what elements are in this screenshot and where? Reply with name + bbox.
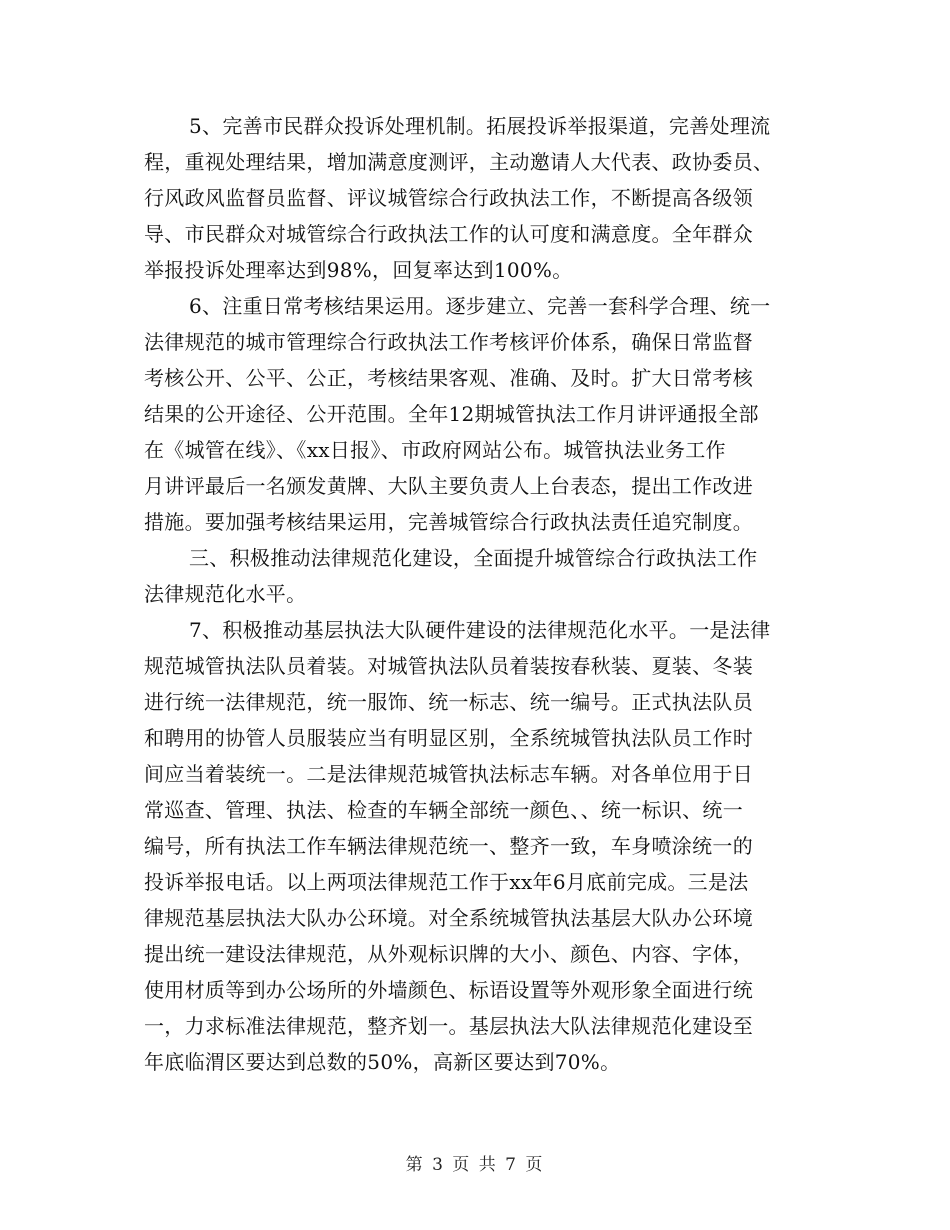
text-line: 和聘用的协管人员服装应当有明显区别，全系统城管执法队员工作时: [144, 726, 753, 750]
page-footer: 第 3 页 共 7 页: [405, 1155, 545, 1175]
paragraph-assessment-results: [144, 288, 809, 540]
text-line: 律规范基层执法大队办公环境。对全系统城管执法基层大队办公环境: [144, 906, 753, 930]
text-line: 在《城管在线》、《xx日报》、市政府网站公布。城管执法业务工作: [144, 438, 726, 462]
text-line: 编号，所有执法工作车辆法律规范统一、整齐一致，车身喷涂统一的: [144, 834, 753, 858]
text-line: 常巡查、管理、执法、检查的车辆全部统一颜色、、统一标识、统一: [144, 798, 743, 822]
text-line: 举报投诉处理率达到98%，回复率达到100%。: [144, 258, 573, 282]
text-line: 法律规范的城市管理综合行政执法工作考核评价体系，确保日常监督: [144, 330, 753, 354]
text-line: 7、积极推动基层执法大队硬件建设的法律规范化水平。一是法律: [189, 618, 771, 642]
text-line: 三、积极推动法律规范化建设，全面提升城管综合行政执法工作: [189, 546, 758, 570]
text-line: 导、市民群众对城管综合行政执法工作的认可度和满意度。全年群众: [144, 222, 753, 246]
text-line: 投诉举报电话。以上两项法律规范工作于xx年6月底前完成。三是法: [144, 870, 749, 894]
text-line: 法律规范化水平。: [144, 582, 307, 606]
text-line: 提出统一建设法律规范，从外观标识牌的大小、颜色、内容、字体，: [144, 942, 753, 966]
text-line: 程，重视处理结果，增加满意度测评，主动邀请人大代表、政协委员、: [144, 150, 774, 174]
paragraph-hardware-standardization: [144, 612, 809, 1080]
text-line: 5、完善市民群众投诉处理机制。拓展投诉举报渠道，完善处理流: [189, 114, 771, 138]
text-line: 间应当着装统一。二是法律规范城管执法标志车辆。对各单位用于日: [144, 762, 753, 786]
text-line: 结果的公开途径、公开范围。全年12期城管执法工作月讲评通报全部: [144, 402, 759, 426]
text-line: 考核公开、公平、公正，考核结果客观、准确、及时。扩大日常考核: [144, 366, 753, 390]
text-line: 进行统一法律规范，统一服饰、统一标志、统一编号。正式执法队员: [144, 690, 753, 714]
section-heading-three: [144, 540, 809, 612]
text-line: 行风政风监督员监督、评议城管综合行政执法工作，不断提高各级领: [144, 186, 753, 210]
text-line: 使用材质等到办公场所的外墙颜色、标语设置等外观形象全面进行统: [144, 978, 753, 1002]
text-line: 年底临渭区要达到总数的50%，高新区要达到70%。: [144, 1050, 621, 1074]
text-line: 6、注重日常考核结果运用。逐步建立、完善一套科学合理、统一: [189, 294, 771, 318]
text-line: 措施。要加强考核结果运用，完善城管综合行政执法责任追究制度。: [144, 510, 753, 534]
text-line: 月讲评最后一名颁发黄牌、大队主要负责人上台表态，提出工作改进: [144, 474, 753, 498]
paragraph-complaint-handling: [144, 108, 809, 288]
text-line: 一，力求标准法律规范，整齐划一。基层执法大队法律规范化建设至: [144, 1014, 753, 1038]
document-body: [144, 108, 809, 1080]
text-line: 规范城管执法队员着装。对城管执法队员着装按春秋装、夏装、冬装: [144, 654, 753, 678]
